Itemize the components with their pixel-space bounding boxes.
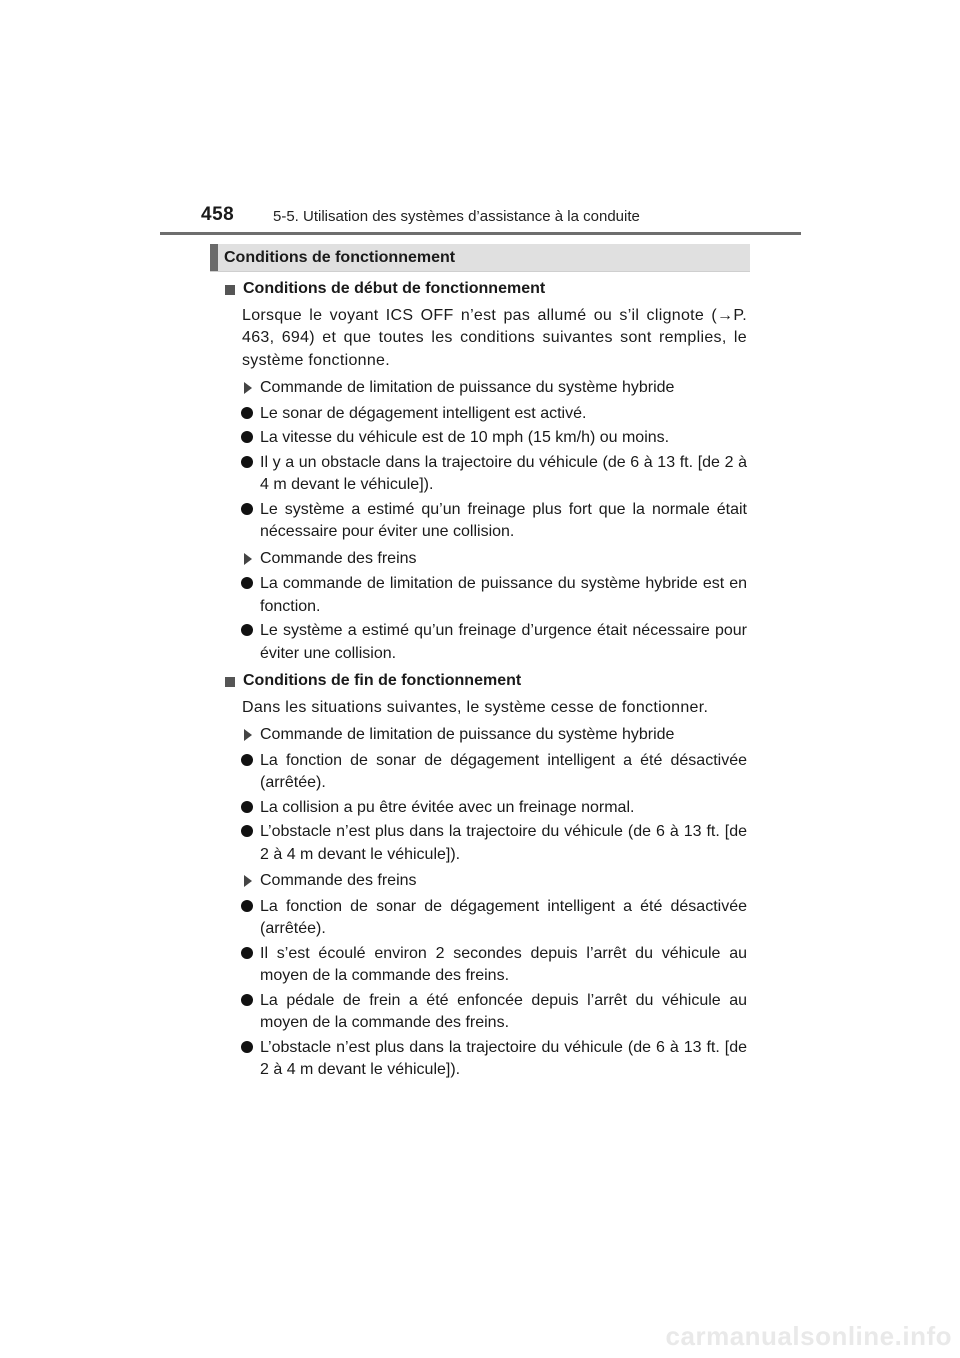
bullet-dot-icon (241, 801, 253, 813)
bullet-dot-icon (241, 431, 253, 443)
list-item: Le système a estimé qu’un freinage plus fort que la normale était nécessaire pour éviter une collision. (225, 499, 747, 544)
bullet-dot-icon (241, 900, 253, 912)
group-title: Commande de limitation de puissance du système hybride (225, 377, 747, 400)
list-item: Il y a un obstacle dans la trajectoire du véhicule (de 6 à 13 ft. [de 2 à 4 m devant le véhicule]). (225, 452, 747, 497)
list-item: Il s’est écoulé environ 2 secondes depuis l’arrêt du véhicule au moyen de la commande des freins. (225, 943, 747, 988)
watermark: carmanualsonline.info (665, 1321, 952, 1351)
bullet-dot-icon (241, 456, 253, 468)
triangle-right-icon (244, 729, 252, 741)
chapter-title: 5-5. Utilisation des systèmes d’assistance à la conduite (273, 208, 640, 225)
list-item: La fonction de sonar de dégagement intelligent a été désactivée (arrêtée). (225, 896, 747, 941)
subheading-start-conditions: Conditions de début de fonctionnement (225, 278, 747, 301)
list-item: Le système a estimé qu’un freinage d’urgence était nécessaire pour éviter une collision. (225, 620, 747, 665)
bullet-dot-icon (241, 947, 253, 959)
group-title: Commande de limitation de puissance du système hybride (225, 724, 747, 747)
header-divider (160, 232, 801, 235)
triangle-right-icon (244, 875, 252, 887)
bullet-dot-icon (241, 577, 253, 589)
list-item: L’obstacle n’est plus dans la trajectoire du véhicule (de 6 à 13 ft. [de 2 à 4 m devant le véhicule]). (225, 821, 747, 866)
page-number: 458 (201, 204, 235, 225)
list-item: La collision a pu être évitée avec un freinage normal. (225, 797, 747, 820)
section-title-bar (210, 244, 750, 272)
paragraph-end-intro: Dans les situations suivantes, le système cesse de fonctionner. (242, 698, 709, 716)
bullet-dot-icon (241, 825, 253, 837)
bullet-dot-icon (241, 624, 253, 636)
triangle-right-icon (244, 553, 252, 565)
bullet-dot-icon (241, 1041, 253, 1053)
bullet-dot-icon (241, 503, 253, 515)
group-title: Commande des freins (225, 548, 747, 571)
bullet-dot-icon (241, 994, 253, 1006)
list-item: L’obstacle n’est plus dans la trajectoire du véhicule (de 6 à 13 ft. [de 2 à 4 m devant le véhicule]). (225, 1037, 747, 1082)
square-bullet-icon (225, 677, 235, 687)
list-item: La commande de limitation de puissance du système hybride est en fonction. (225, 573, 747, 618)
paragraph-start-intro: Lorsque le voyant ICS OFF n’est pas allumé ou s’il clignote (→P. 463, 694) et que toutes les conditions suivantes sont remplies, le système fonctionne. (242, 306, 747, 369)
group-title: Commande des freins (225, 870, 747, 893)
list-item: La vitesse du véhicule est de 10 mph (15 km/h) ou moins. (225, 427, 747, 450)
main-content (225, 278, 747, 1084)
square-bullet-icon (225, 285, 235, 295)
list-item: Le sonar de dégagement intelligent est activé. (225, 403, 747, 426)
subheading-end-conditions: Conditions de fin de fonctionnement (225, 670, 747, 693)
list-item: La fonction de sonar de dégagement intelligent a été désactivée (arrêtée). (225, 750, 747, 795)
section-title: Conditions de fonctionnement (224, 249, 456, 266)
list-item: La pédale de frein a été enfoncée depuis l’arrêt du véhicule au moyen de la commande des freins. (225, 990, 747, 1035)
bullet-dot-icon (241, 407, 253, 419)
bullet-dot-icon (241, 754, 253, 766)
triangle-right-icon (244, 382, 252, 394)
page-header (0, 0, 960, 240)
